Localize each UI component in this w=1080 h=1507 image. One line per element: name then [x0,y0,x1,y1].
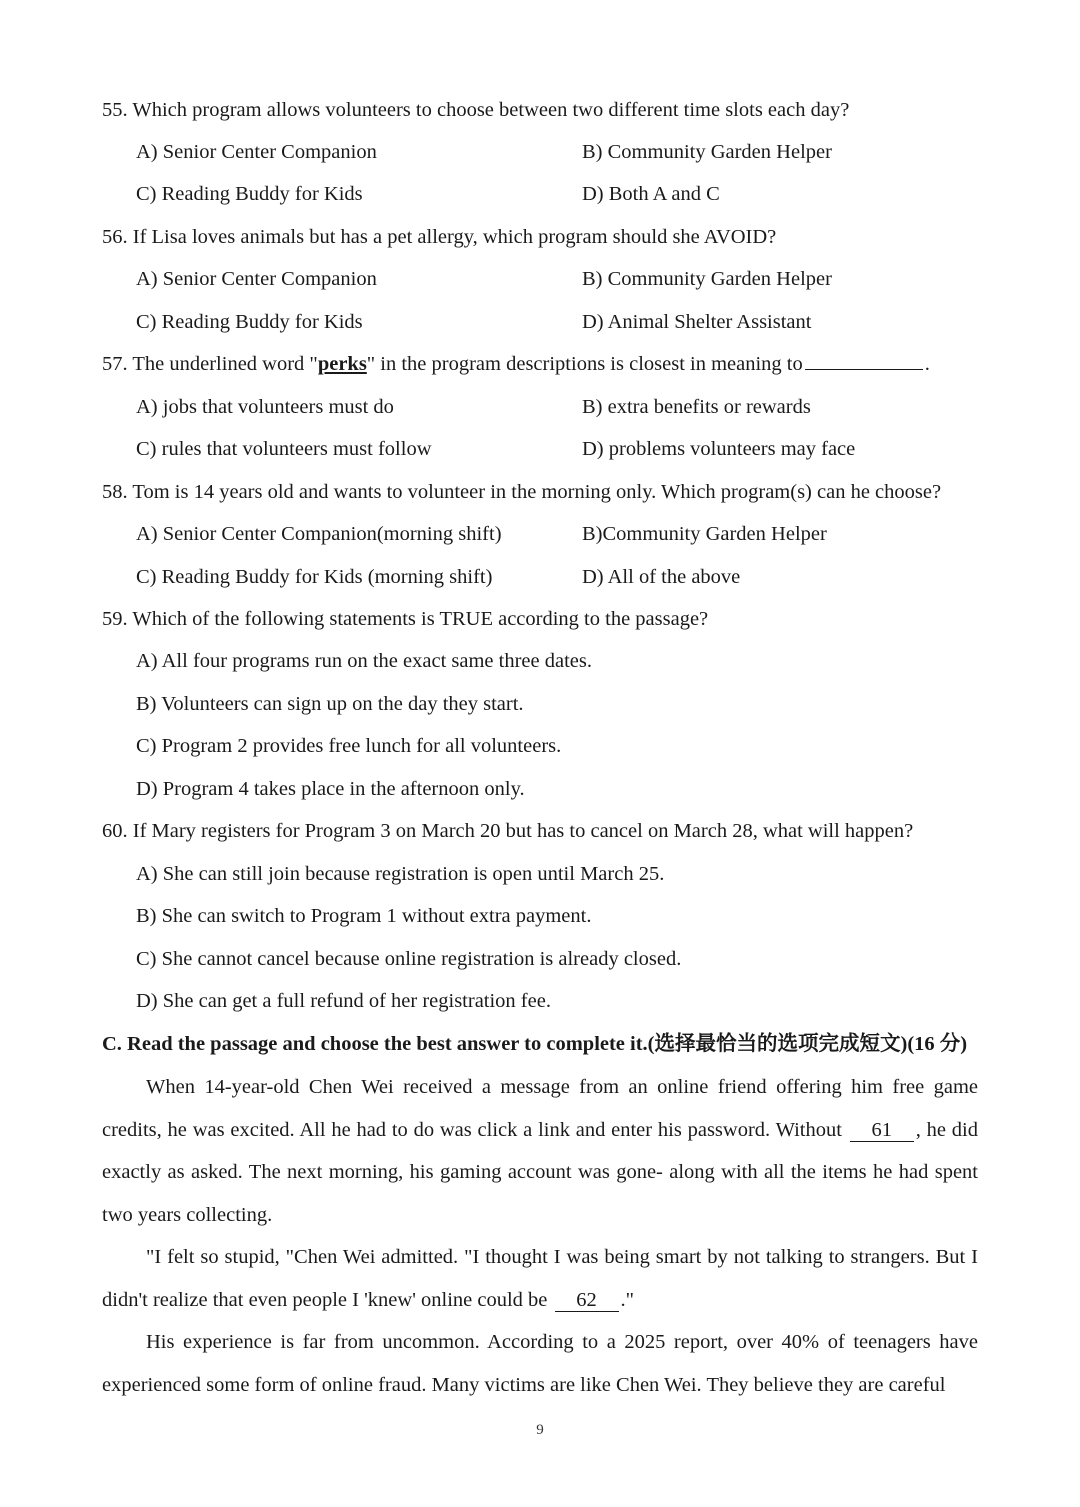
option-57-c: C) rules that volunteers must follow [136,438,432,460]
option-59-b: B) Volunteers can sign up on the day they start. [136,693,524,715]
option-56-a: A) Senior Center Companion [136,268,377,290]
option-59-c: C) Program 2 provides free lunch for all volunteers. [136,735,562,757]
option-56-c: C) Reading Buddy for Kids [136,311,363,333]
passage-text: "I felt so stupid, "Chen Wei admitted. "I thought I was being smart by not talking to strangers. But I didn't realize that even people I 'knew' online could be [102,1246,978,1311]
option-55-b: B) Community Garden Helper [582,141,832,163]
question-number: 58. [102,481,128,503]
question-text: If Mary registers for Program 3 on March 20 but has to cancel on March 28, what will happen? [132,820,914,842]
question-59 [102,605,1080,633]
underlined-keyword: perks [317,353,367,375]
question-text-after: " in the program descriptions is closest in meaning to [366,353,803,375]
option-57-d: D) problems volunteers may face [582,438,856,460]
question-57 [102,350,1080,378]
question-56 [102,223,1080,251]
option-55-d: D) Both A and C [582,183,720,205]
option-58-c: C) Reading Buddy for Kids (morning shift) [136,566,493,588]
section-c-heading: C. Read the passage and choose the best answer to complete it.(选择最恰当的选项完成短文)(16 分) [102,1033,968,1055]
option-55-c: C) Reading Buddy for Kids [136,183,363,205]
question-text: Tom is 14 years old and wants to volunteer in the morning only. Which program(s) can he choose? [132,481,942,503]
answer-blank [805,369,923,370]
question-text: Which of the following statements is TRUE according to the passage? [132,608,709,630]
passage-text: , he did exactly as asked. The next morning, his gaming account was gone- along with all the items he had spent two years collecting. [102,1118,978,1226]
question-55 [102,96,1080,124]
page-number: 9 [536,1422,544,1438]
option-59-a: A) All four programs run on the exact same three dates. [136,650,592,672]
option-56-d: D) Animal Shelter Assistant [582,311,812,333]
passage-paragraph-3 [102,1321,978,1406]
option-60-c: C) She cannot cancel because online registration is already closed. [136,948,682,970]
question-number: 60. [102,820,128,842]
blank-62: 62 [555,1289,619,1312]
option-55-a: A) Senior Center Companion [136,141,377,163]
option-60-b: B) She can switch to Program 1 without extra payment. [136,905,592,927]
question-text: Which program allows volunteers to choose between two different time slots each day? [132,99,850,121]
option-60-d: D) She can get a full refund of her registration fee. [136,990,551,1012]
blank-61: 61 [850,1119,914,1142]
question-number: 57. [102,353,128,375]
option-60-a: A) She can still join because registration is open until March 25. [136,863,665,885]
passage-text: His experience is far from uncommon. According to a 2025 report, over 40% of teenagers have experienced some form of online fraud. Many victims are like Chen Wei. They believe they are careful [102,1331,978,1396]
passage-text: ." [620,1288,635,1311]
passage-paragraph-2 [102,1236,978,1321]
question-text-before: The underlined word " [132,353,318,375]
option-58-d: D) All of the above [582,566,741,588]
question-number: 59. [102,608,128,630]
option-56-b: B) Community Garden Helper [582,268,832,290]
passage-paragraph-1 [102,1066,978,1236]
question-number: 55. [102,99,128,121]
question-60 [102,817,1080,845]
passage-text: When 14-year-old Chen Wei received a message from an online friend offering him free game credits, he was excited. All he had to do was click a link and enter his password. Without [102,1076,978,1141]
question-number: 56. [102,226,128,248]
question-58 [102,478,1080,506]
question-end: . [924,353,930,375]
option-59-d: D) Program 4 takes place in the afternoon only. [136,778,525,800]
option-58-b: B)Community Garden Helper [582,523,827,545]
option-57-b: B) extra benefits or rewards [582,396,811,418]
question-text: If Lisa loves animals but has a pet allergy, which program should she AVOID? [132,226,777,248]
option-57-a: A) jobs that volunteers must do [136,396,394,418]
option-58-a: A) Senior Center Companion(morning shift) [136,523,502,545]
